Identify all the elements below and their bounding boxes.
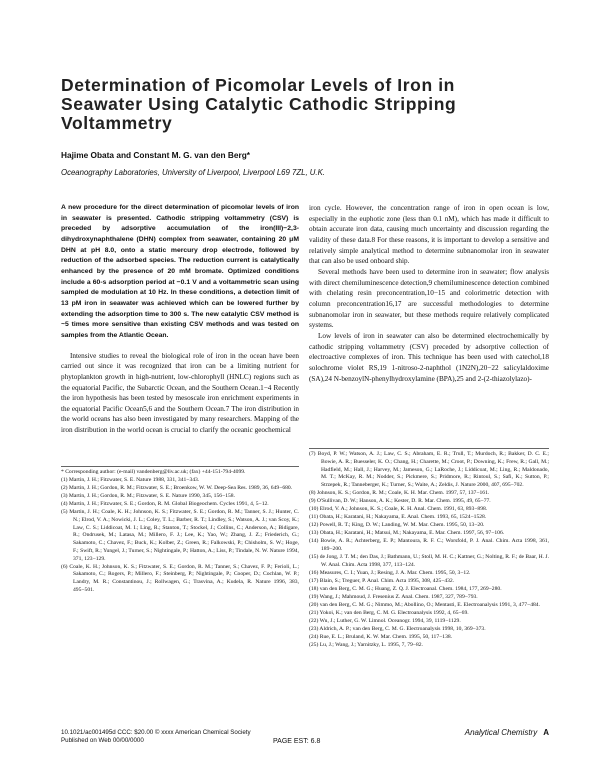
reference-item: (15) de Jong, J. T. M.; den Das, J.; Bathmann, U.; Stoll, M. H. C.; Kattner, G.; Nolting, R. F.; de Baar, H. J. W. Anal. Chim. Acta 1998, 377, 113−124. (309, 553, 549, 568)
reference-item: (12) Powell, R. T.; King, D. W.; Landing, W. M. Mar. Chem. 1995, 50, 13−20. (309, 522, 485, 529)
reference-item: (5) Martin, J. H.; Coale, K. H.; Johnson, K. S.; Fitzwater, S. E.; Gordon, R. M.; Tanner, S. J.; Hunter, C. N.; Elrod, V. A.; Nowicki, J. L.; Coley, T. L.; Barber, R. T.; Lindley, S.; Watson, A. J.; van Scoy, K.; Law, C. S.; Liddicoat, M. I.; Ling, R.; Stanton, T.; Stockel, J.; Collins, C.; Anderson, A.; Bidigare, R.; Ondrusek, M.; Latasa, M.; Millero, F. J.; Lee, K.; Yao, W.; Zhang, J. Z.; Friederich, G.; Sakamoto, C.; Chavez, F.; Buck, K.; Kolber, Z.; Green, R.; Falkowski, P.; Chisholm, S. W.; Hoge, F.; Swift, R.; Yungel, J.; Turner, S.; Nightingale, P.; Hatton, A.; Liss, P.; Tindale, N. W. Nature 1994, 371, 123−129. (61, 508, 299, 562)
abstract: A new procedure for the direct determination of picomolar levels of iron in seawater is presented. Cathodic stripping voltammetry (CSV) is preceded by adsorptive accumulation of the iron(III)−2,3-dihydroxynaphthalene (DHN) complex from seawater, containing 20 μM DHN at pH 8.0, onto a static mercury drop electrode, followed by reduction of the adsorbed species. The reduction current is catalytically enhanced by the presence of 20 mM bromate. Optimized conditions include a 60-s adsorption period at −0.1 V and a voltammetric scan using sampled de modulation at 10 Hz. In these conditions, a detection limit of 13 pM iron in seawater was achieved which can be lowered further by extending the adsorption time to 300 s. The new catalytic CSV method is ~5 times more sensitive than existing CSV methods and was tested on samples from the Atlantic Ocean. (61, 204, 299, 339)
reference-item: (8) Johnson, K. S.; Gordon, R. M.; Coale, K. H. Mar. Chem. 1997, 57, 137−161. (309, 490, 490, 497)
body-paragraph: Low levels of iron in seawater can also be determined electrochemically by cathodic stripping voltammetry (CSV) preceded by adsorptive collection of electroactive complexes of iron. This technique has been used with catechol,18 solochrome violet RS,19 1-nitroso-2-naphthol (1N2N),20−22 salicylaldoxime (SA),24 N-benzoylN-phenylhydroxylamine (BPA),25 and 2-(2-thiazolylazo)- (309, 331, 549, 383)
page-estimate: PAGE EST: 6.8 (273, 738, 321, 745)
reference-item: (1) Martin, J. H.; Fitzwater, S. E. Nature 1988, 331, 341−343. (61, 476, 200, 483)
reference-item: (21) Yokoi, K.; van den Berg, C. M. G. Electroanalysis 1992, 4, 65−69. (309, 609, 469, 616)
reference-item: (13) Obata, H.; Karatani, H.; Matsui, M.; Nakayama, E. Mar. Chem. 1997, 56, 97−106. (309, 530, 505, 537)
reference-item: (16) Measures, C. I.; Yuan, J.; Resing, J. A. Mar. Chem. 1995, 50, 3−12. (309, 569, 471, 576)
journal-title: Analytical Chemistry (464, 728, 538, 737)
body-paragraph: iron cycle. However, the concentration range of iron in open ocean is low, especially in the euphotic zone (less than 0.1 nM), which has made it difficult to obtain accurate iron data, causing much uncertainty and discussion regarding the validity of these data.8 For these reasons, it is important to develop a sensitive and relatively simple analytical method to determine subnanomolar iron in seawater that can also be used onboard ship. (309, 204, 549, 266)
body-paragraph: Intensive studies to reveal the biological role of iron in the ocean have been carried out since it was recognized that iron can be a limiting nutrient for phytoplankton growth in high-nutrient, low-chlorophyll (HNLC) regions such as the equatorial Pacific, the Subarctic Ocean, and the Southern Ocean.1−4 Recently the iron hypothesis has been tested by mesoscale iron enrichment experiments in the equatorial Pacific Ocean5,6 and the Southern Ocean.7 The iron distribution in the world oceans has also been investigated by many researchers. Mapping of the iron distribution in the world ocean is crucial to clarify the oceanic geochemical (61, 351, 299, 435)
left-column (61, 203, 299, 436)
reference-item: (18) van den Berg, C. M. G.; Huang, Z. Q. J. Electroanal. Chem. 1984, 177, 269−280. (309, 585, 502, 592)
reference-item: (25) Lu, J.; Wang, J.; Yarnitzky, L. 1995, 7, 79−82. (309, 641, 423, 648)
reference-item: (17) Blain, S.; Treguer, P. Anal. Chim. Acta 1995, 308, 425−432. (309, 577, 455, 584)
title-line: Voltammetry (61, 113, 173, 133)
reference-item: (14) Bowie, A. R.; Achterberg, E. P.; Mantoura, R. F. C.; Worsfold, P. J. Anal. Chim. Acta 1998, 361, 189−200. (309, 538, 549, 552)
doi-line: 10.1021/ac001495d CCC: $20.00 © xxxx American Chemical Society (61, 729, 251, 736)
reference-item: (11) Obata, H.; Karatani, H.; Nakayama, E. Anal. Chem. 1993, 65, 1524−1528. (309, 514, 487, 521)
reference-item: (6) Coale, K. H.; Johnson, K. S.; Fitzwater, S. E.; Gordon, R. M.; Tanner, S.; Chavez, F. P.; Ferioli, L.; Sakamoto, C.; Rogers, P.; Millero, F.; Steinberg, P.; Nightingale, P.; Cooper, D.; Cochlan, W. P.; Landry, M. R.; Constantinou, J.; Rollwagen, G.; Trasvina, A.; Kudela, R. Nature 1996, 383, 495−501. (61, 563, 299, 594)
reference-item: (10) Elrod, V. A.; Johnson, K. S.; Coale, K. H. Anal. Chem. 1991, 63, 893−898. (309, 506, 488, 513)
reference-item: (19) Wang, J.; Mahmoud, J. Fresenius Z. Anal. Chem. 1987, 327, 789−793. (309, 593, 478, 600)
corresponding-author-note: * Corresponding author: (e-mail) vandenberg@liv.ac.uk; (fax) +44-151-794-4099. (61, 469, 246, 475)
references-right (309, 448, 549, 649)
reference-item: (24) Rue, E. L.; Bruland, K. W. Mar. Chem. 1995, 50, 117−138. (309, 633, 453, 640)
journal-name (465, 729, 549, 737)
reference-item: (9) O'Sullivan, D. W.; Hanson, A. K.; Kester, D. R. Mar. Chem. 1995, 49, 65−77. (309, 498, 491, 505)
reference-item: (22) Wu, J.; Luther, G. W. Limnol. Oceanogr. 1994, 39, 1119−1129. (309, 617, 461, 624)
article-title (61, 76, 541, 133)
title-line: Determination of Picomolar Levels of Iron in (61, 75, 455, 95)
body-paragraph: Several methods have been used to determine iron in seawater; flow analysis with direct chemiluminescence detection,9 chemiluminescence detection combined with chelating resin preconcentration,10−15 and colorimetric detection with column preconcentration16,17 are successful methodologies to determine subnanomolar iron in seawater, but these methods require relatively complicated systems. (309, 267, 549, 330)
reference-item: (4) Martin, J. H.; Fitzwater, S. E.; Gordon, R. M. Global Biogeochem. Cycles 1991, 4, 5−12. (61, 500, 269, 507)
reference-item: (7) Boyd, P. W.; Watson, A. J.; Law, C. S.; Abraham, E. R.; Trull, T.; Murdoch, R.; Bakker, D. C. E.; Bowie, A. R.; Buesseler, K. O.; Chang, H.; Charette, M.; Croot, P.; Downing, K.; Frew, R.; Gall, M.; Hadfield, M.; Hall, J.; Harvey, M.; Jameson, G.; LaRoche, J.; Liddicoat, M.; Ling, R.; Maldonado, M. T.; McKay, R. M.; Nodder, S.; Pickmere, S.; Pridmore, R.; Rintoul, S.; Safi, K.; Sutton, P.; Strzepek, R.; Tanneberger, K.; Turner, S.; Waite, A.; Zeldis, J. Nature 2000, 407, 695−702. (309, 451, 549, 489)
published-date: Published on Web 00/00/0000 (61, 737, 144, 744)
right-column (309, 203, 549, 384)
title-line: Seawater Using Catalytic Cathodic Stripping (61, 94, 457, 114)
footnote-and-references-left (61, 466, 299, 595)
reference-item: (3) Martin, J. H.; Gordon, R. M.; Fitzwater, S. E. Nature 1990, 345, 156−158. (61, 492, 235, 499)
reference-item: (20) van den Berg, C. M. G.; Nimmo, M.; Abollino, O.; Mentasti, E. Electroanalysis 1991, 3, 477−484. (309, 601, 540, 608)
affiliation: Oceanography Laboratories, University of Liverpool, Liverpool L69 7ZL, U.K. (61, 168, 325, 177)
reference-item: (2) Martin, J. H.; Gordon, R. M.; Fitzwater, S. E.; Broenkow, W. W. Deep-Sea Res. 1989, 36, 649−680. (61, 484, 293, 491)
reference-item: (23) Aldrich, A. P.; van den Berg, C. M. G. Electroanalysis 1998, 10, 369−373. (309, 625, 486, 632)
page-letter: A (543, 728, 549, 737)
author-list: Hajime Obata and Constant M. G. van den Berg* (61, 150, 251, 160)
